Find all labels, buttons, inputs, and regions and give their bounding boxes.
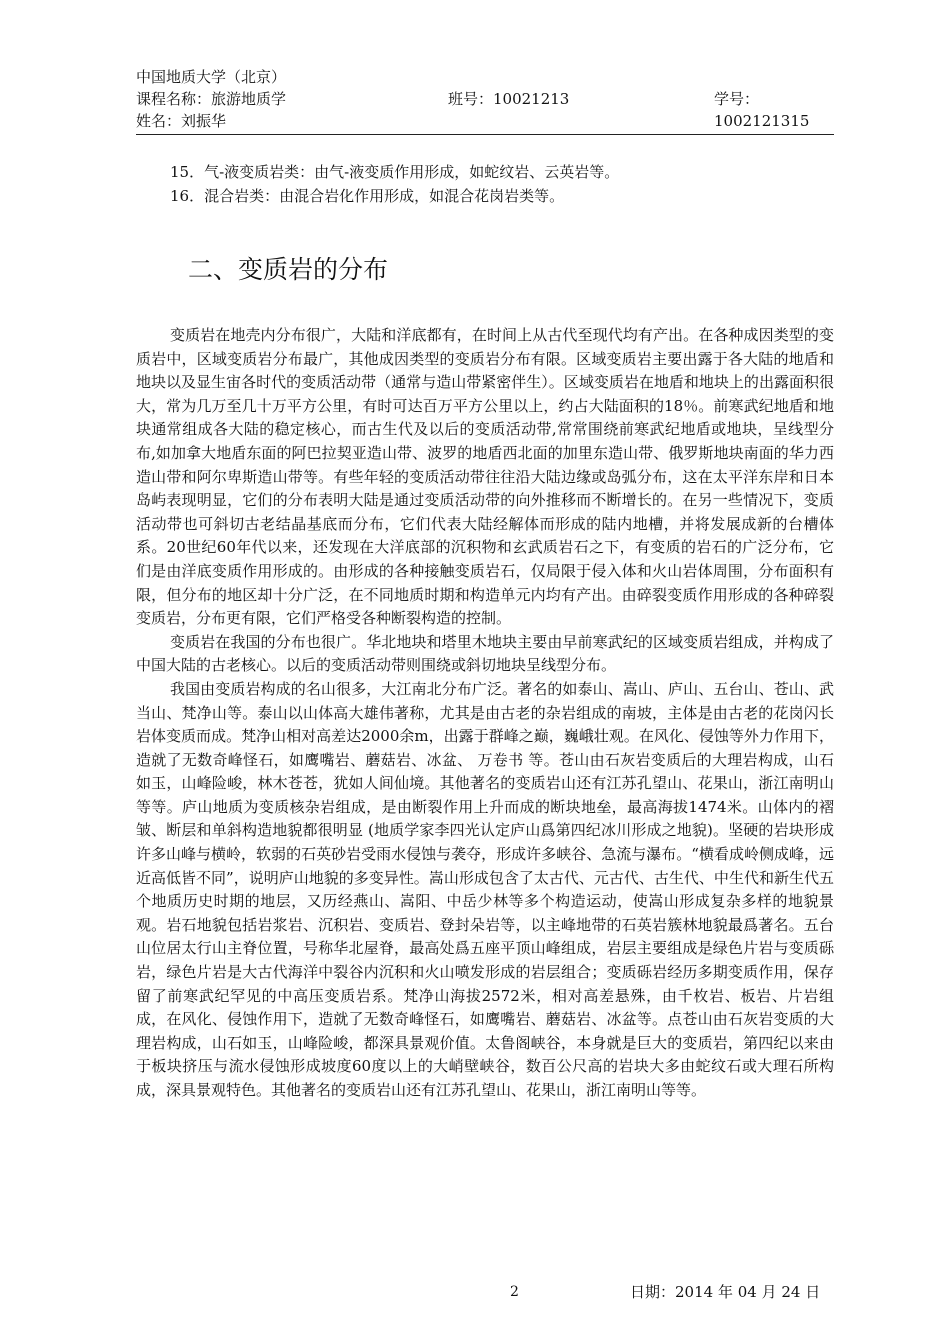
list-item: 15．气-液变质岩类：由气-液变质作用形成，如蛇纹岩、云英岩等。 (170, 163, 620, 181)
section-title: 二、变质岩的分布 (188, 255, 389, 284)
paragraph: 变质岩在我国的分布也很广。华北地块和塔里木地块主要由早前寒武纪的区域变质岩组成，并构成了中国大陆的古老核心。以后的变质活动带则围绕或斜切地块呈线型分布。 (136, 632, 834, 675)
university-name: 中国地质大学（北京） (136, 68, 287, 86)
course-name: 课程名称：旅游地质学 (136, 90, 287, 108)
paragraph: 我国由变质岩构成的名山很多，大江南北分布广泛。著名的如泰山、嵩山、庐山、五台山、苍山、武当山、梵净山等。泰山以山体高大雄伟著称，尤其是由古老的杂岩组成的南坡，主体是由古老的花岗闪长岩体变质而成。梵净山相对高差达2000余m，出露于群峰之巅，巍峨壮观。在风化、侵蚀等外力作用下，造就了无数奇峰怪石，如鹰嘴岩、蘑菇岩、冰盆、 万卷书 等。苍山由石灰岩变质后的大理岩构成，山石如玉，山峰险峻，林木苍苍，犹如人间仙境。其他著名的变质岩山还有江苏孔望山、花果山，浙江南明山等等。庐山地质为变质核杂岩组成，是由断裂作用上升而成的断块地垒，最高海拔1474米。山体内的褶皱、断层和单斜构造地貌都很明显 (地质学家李四光认定庐山爲第四纪冰川形成之地貌)。坚硬的岩块形成许多山峰与横岭，软弱的石英砂岩受雨水侵蚀与袭夺，形成许多峡谷、急流与瀑布。“横看成岭侧成峰，远近高低皆不同”，说明庐山地貌的多变异性。嵩山形成包含了太古代、元古代、古生代、中生代和新生代五个地质历史时期的地层，又历经燕山、嵩阳、中岳少林等多个构造运动，使嵩山形成复杂多样的地貌景观。岩石地貌包括岩浆岩、沉积岩、变质岩、登封朵岩等，以主峰地带的石英岩簇林地貌最爲著名。五台山位居太行山主脊位置，号称华北屋脊，最高处爲五座平顶山峰组成，岩层主要组成是绿色片岩与变质砾岩，绿色片岩是大古代海洋中裂谷内沉积和火山喷发形成的岩层组合；变质砾岩经历多期变质作用，保存留了前寒武纪罕见的中高压变质岩系。梵净山海拔2572米，相对高差悬殊，由千枚岩、板岩、片岩组成，在风化、侵蚀作用下，造就了无数奇峰怪石，如鹰嘴岩、蘑菇岩、冰盆等。点苍山由石灰岩变质的大理岩构成，山石如玉，山峰险峻，都深具景观价值。太鲁阁峡谷，本身就是巨大的变质岩，第四纪以来由于板块挤压与流水侵蚀形成坡度60度以上的大峭壁峡谷，数百公尺高的岩块大多由蛇纹石或大理石所构成，深具景观特色。其他著名的变质岩山还有江苏孔望山、花果山，浙江南明山等等。 (136, 679, 834, 1099)
header-row-name (136, 110, 834, 132)
page-header (136, 66, 834, 132)
class-number: 班号：10021213 (448, 90, 570, 108)
student-number: 学号：1002121315 (714, 90, 810, 130)
footer-date: 日期：2014 年 04 月 24 日 (630, 1283, 821, 1301)
header-row-university (136, 66, 834, 88)
paragraph: 变质岩在地壳内分布很广，大陆和洋底都有，在时间上从古代至现代均有产出。在各种成因类型的变质岩中，区域变质岩分布最广，其他成因类型的变质岩分布有限。区域变质岩主要出露于各大陆的地盾和地块以及显生宙各时代的变质活动带（通常与造山带紧密伴生）。区域变质岩在地盾和地块上的出露面积很大，常为几万至几十万平方公里，有时可达百万平方公里以上，约占大陆面积的18％。前寒武纪地盾和地块通常组成各大陆的稳定核心，而古生代及以后的变质活动带,常常围绕前寒武纪地盾或地块，呈线型分布,如加拿大地盾东面的阿巴拉契亚造山带、波罗的地盾西北面的加里东造山带、俄罗斯地块南面的华力西造山带和阿尔卑斯造山带等。有些年轻的变质活动带往往沿大陆边缘或岛弧分布，这在太平洋东岸和日本岛屿表现明显，它们的分布表明大陆是通过变质活动带的向外推移而不断增长的。在另一些情况下，变质活动带也可斜切古老结晶基底而分布，它们代表大陆经解体而形成的陆内地槽，并将发展成新的台槽体系。20世纪60年代以来，还发现在大洋底部的沉积物和玄武质岩石之下，有变质的岩石的广泛分布，它们是由洋底变质作用形成的。由形成的各种接触变质岩石，仅局限于侵入体和火山岩体周围，分布面积有限，但分布的地区却十分广泛，在不同地质时期和构造单元内均有产出。由碎裂变质作用形成的各种碎裂变质岩，分布更有限，它们严格受各种断裂构造的控制。 (136, 326, 834, 628)
section-body (136, 324, 834, 1103)
page-number: 2 (510, 1284, 519, 1300)
document-body (136, 160, 834, 1103)
rock-type-list (136, 160, 834, 208)
list-item: 16．混合岩类：由混合岩化作用形成，如混合花岗岩类等。 (170, 187, 565, 205)
header-divider (136, 134, 834, 135)
student-name: 姓名：刘振华 (136, 112, 227, 130)
